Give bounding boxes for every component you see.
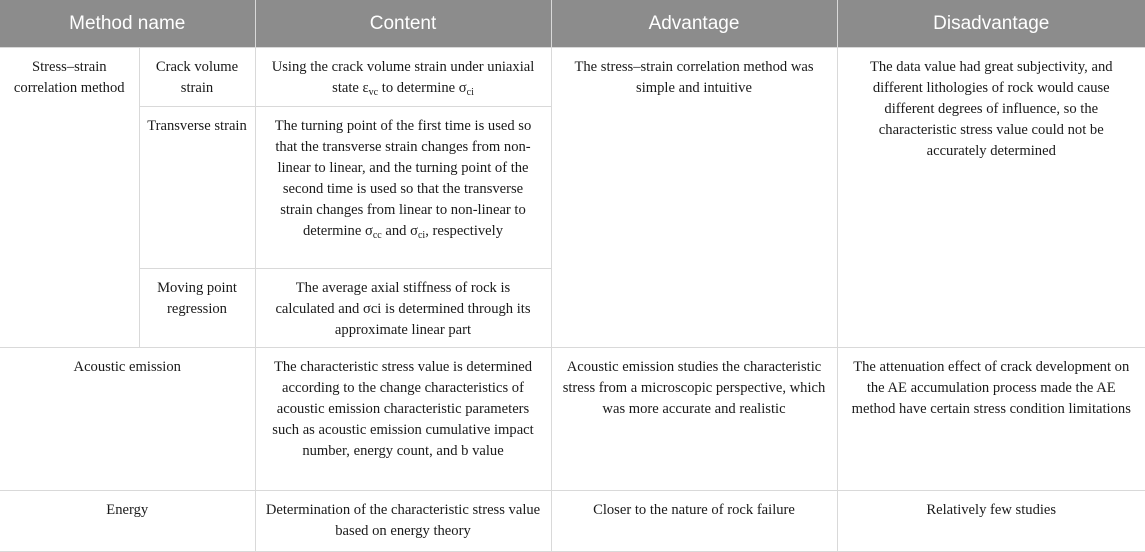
advantage-cell: Acoustic emission studies the characteristic stress from a microscopic perspective, which was more accurate and realistic — [551, 348, 837, 491]
content-cell — [255, 107, 551, 269]
content-cell: The average axial stiffness of rock is calculated and σci is determined through its approximate linear part — [255, 269, 551, 348]
content-subscript: ci — [417, 230, 426, 241]
content-text: The turning point of the first time is used so that the transverse strain changes from non-linear to linear, and the turning point of the second time is used so that the transverse strain changes from linear to non-linear to determine σ — [274, 118, 532, 239]
energy-name: Energy — [0, 491, 255, 552]
content-text: Using the crack volume strain under uniaxial state ε — [271, 59, 535, 96]
content-cell: The characteristic stress value is determined according to the change characteristics of acoustic emission characteristic parameters such as acoustic emission cumulative impact number, energy count, and b value — [255, 348, 551, 491]
table-row — [0, 491, 1145, 552]
stress-strain-group-name: Stress–strain correlation method — [0, 48, 139, 348]
disadvantage-cell: Relatively few studies — [837, 491, 1145, 552]
content-subscript: vc — [368, 87, 379, 98]
stress-strain-disadvantage: The data value had great subjectivity, and different lithologies of rock would cause different degrees of influence, so the characteristic stress value could not be accurately determined — [837, 48, 1145, 348]
table-row — [0, 348, 1145, 491]
header-advantage: Advantage — [551, 0, 837, 48]
header-disadvantage: Disadvantage — [837, 0, 1145, 48]
content-subscript: cc — [372, 230, 382, 241]
table-row — [0, 48, 1145, 107]
disadvantage-cell: The attenuation effect of crack development on the AE accumulation process made the AE method have certain stress condition limitations — [837, 348, 1145, 491]
content-text: and σ — [381, 223, 418, 239]
stress-strain-advantage: The stress–strain correlation method was simple and intuitive — [551, 48, 837, 348]
table-header-row — [0, 0, 1145, 48]
header-content: Content — [255, 0, 551, 48]
content-subscript: ci — [466, 87, 474, 98]
content-cell: Determination of the characteristic stress value based on energy theory — [255, 491, 551, 552]
advantage-cell: Closer to the nature of rock failure — [551, 491, 837, 552]
content-text: , respectively — [425, 223, 504, 239]
sub-method-name: Crack volume strain — [139, 48, 255, 107]
header-method-name: Method name — [0, 0, 255, 48]
sub-method-name: Moving point regression — [139, 269, 255, 348]
sub-method-name: Transverse strain — [139, 107, 255, 269]
acoustic-emission-name: Acoustic emission — [0, 348, 255, 491]
content-cell — [255, 48, 551, 107]
content-text: to determine σ — [378, 80, 467, 96]
